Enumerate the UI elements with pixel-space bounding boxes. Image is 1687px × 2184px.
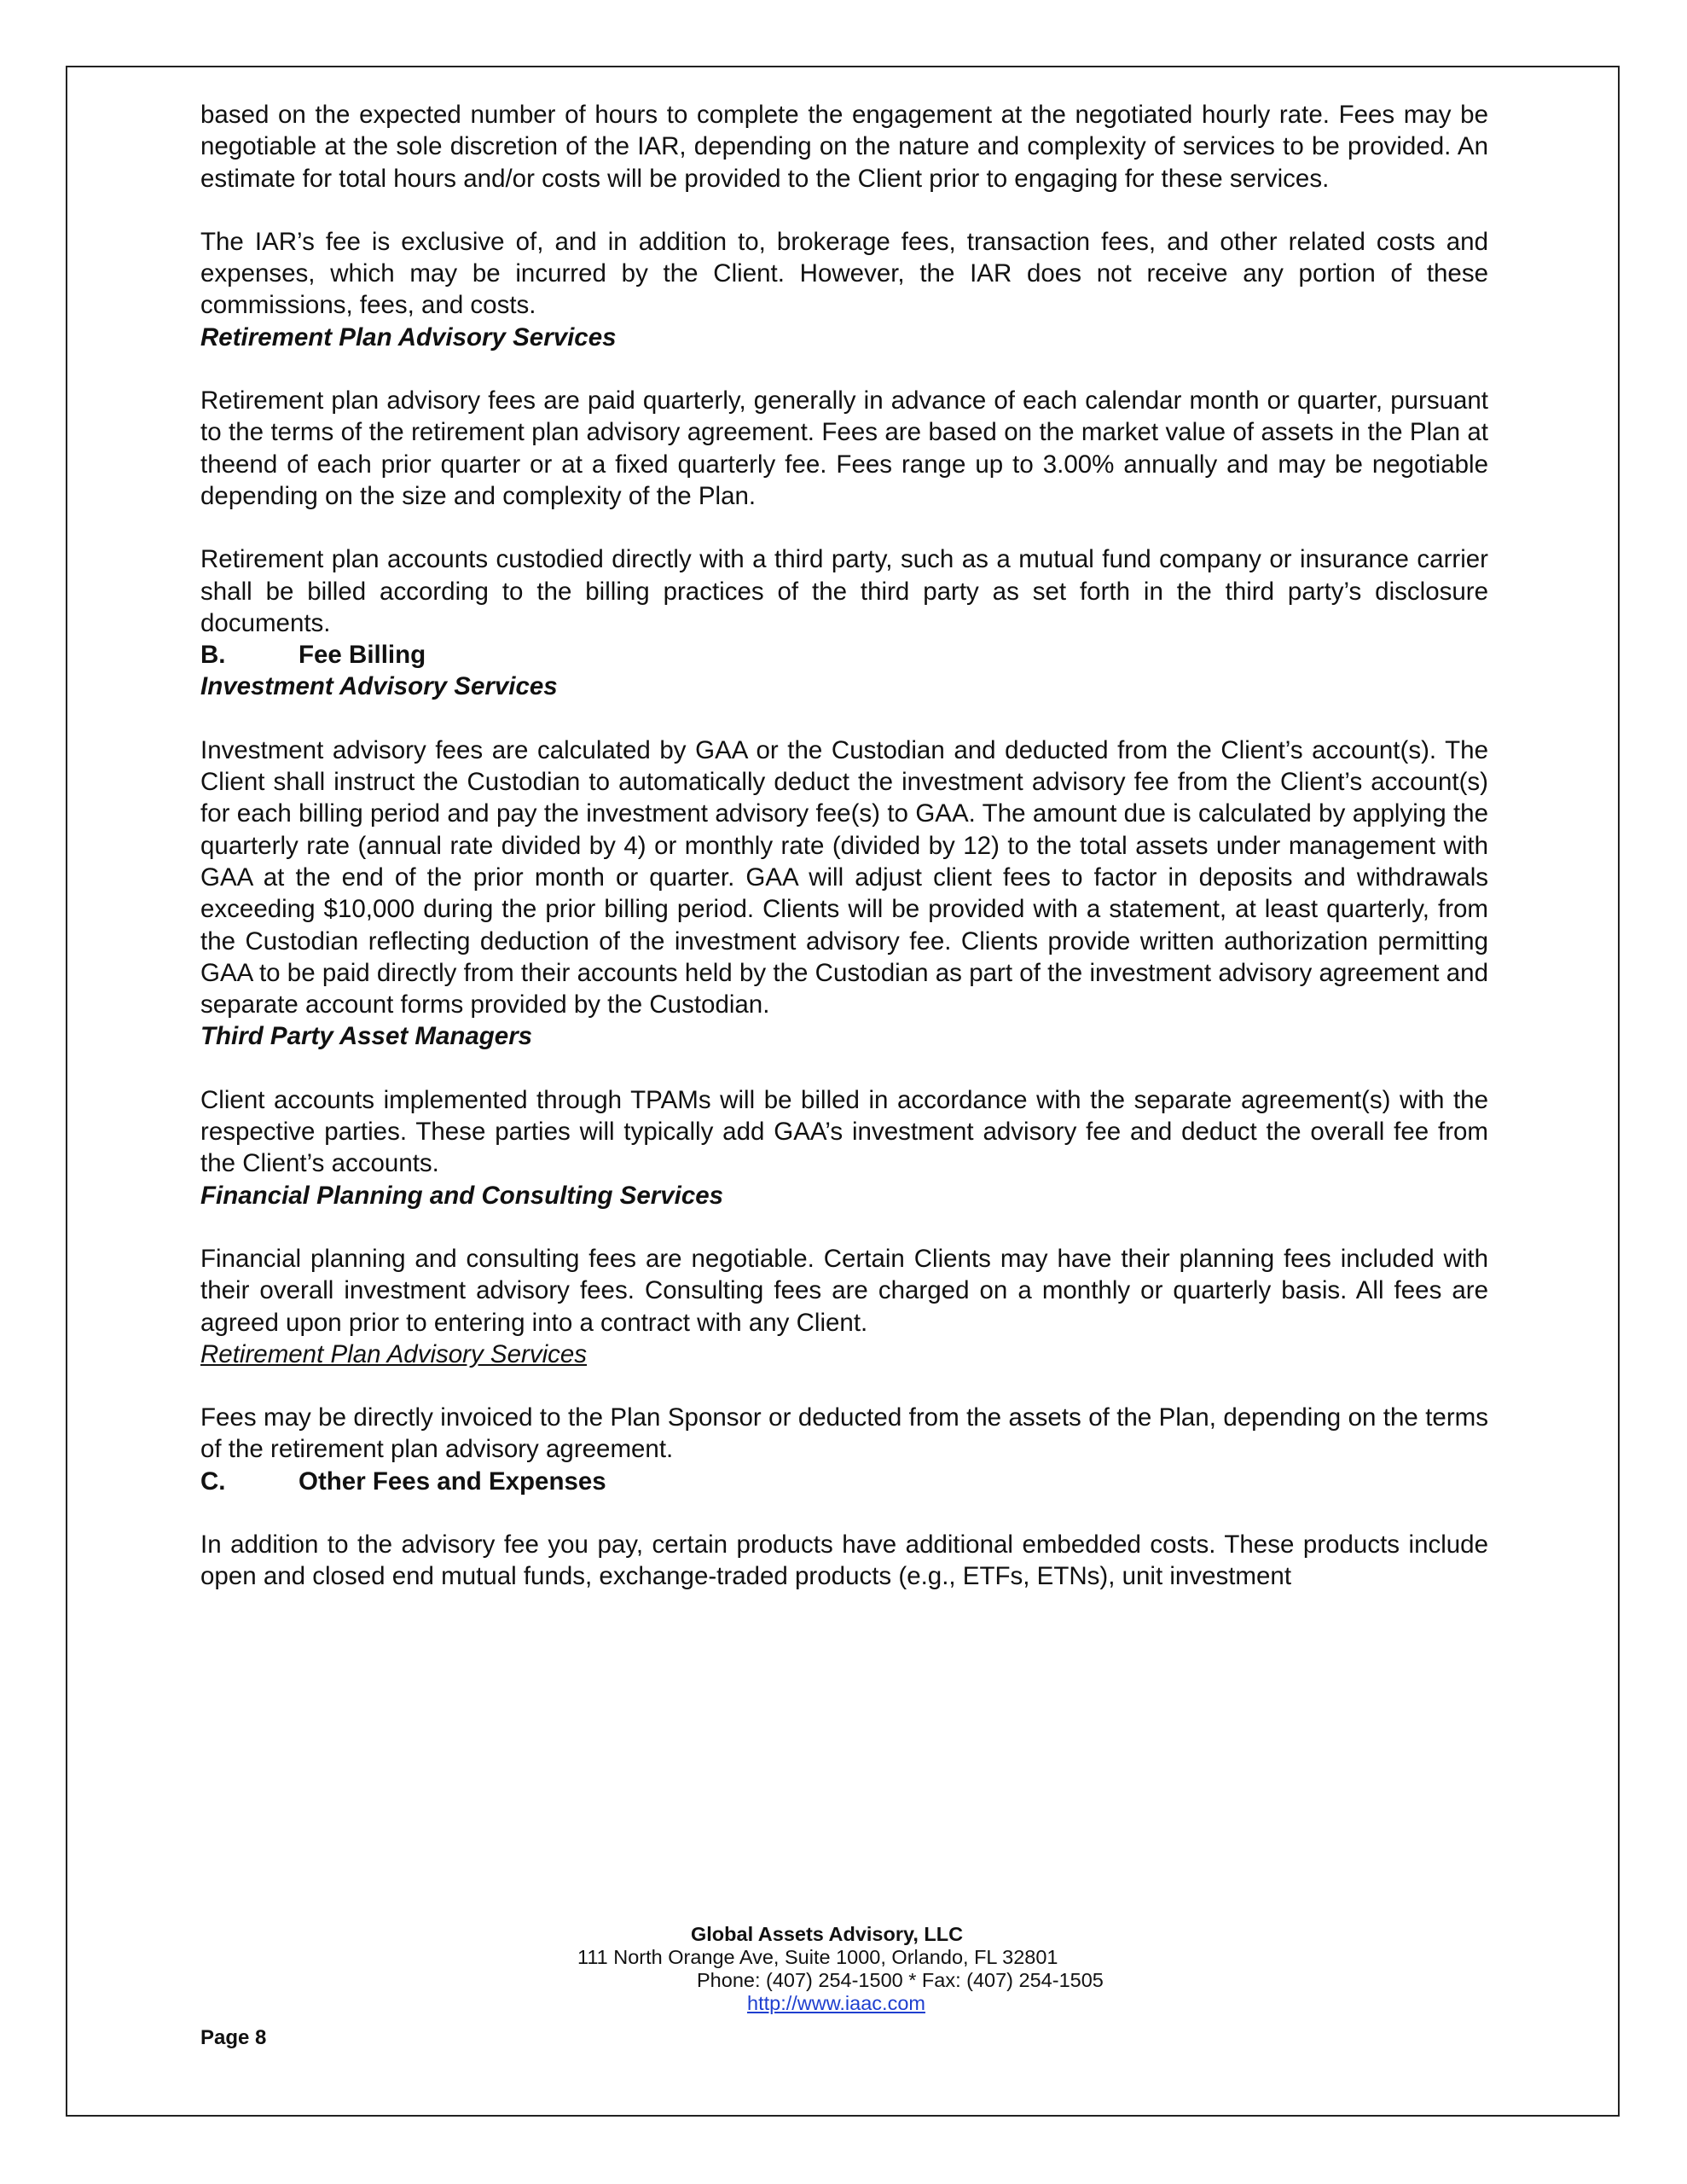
paragraph-tpam-billing: Client accounts implemented through TPAMs will be billed in accordance with the separate agreement(s) with the respective parties. These parties will typically add GAA’s investment advisory fee and deduct the overall fee from the Client’s accounts. [200, 1085, 1488, 1178]
section-heading-other-fees [200, 1466, 1488, 1497]
heading-retirement-plan-advisory-services: Retirement Plan Advisory Services [200, 322, 617, 351]
paragraph-financial-planning-fees: Financial planning and consulting fees are negotiable. Certain Clients may have their planning fees included with their overall investment advisory fees. Consulting fees are charged on a monthly or quarterly basis. All fees are agreed upon prior to entering into a contract with any Client. [200, 1244, 1488, 1337]
section-letter: B. [200, 641, 226, 670]
heading-third-party-asset-managers: Third Party Asset Managers [200, 1022, 533, 1051]
section-title: Fee Billing [299, 641, 426, 670]
paragraph-embedded-costs: In addition to the advisory fee you pay, certain products have additional embedded costs. These products include open and closed end mutual funds, exchange-traded products (e.g., ETFs, ETNs), unit investment [200, 1530, 1488, 1591]
section-heading-fee-billing [200, 639, 1488, 671]
paragraph-fee-estimate: based on the expected number of hours to complete the engagement at the negotiated hourly rate. Fees may be negotiable at the sole discretion of the IAR, depending on the nature and complexity of services to be provided. An estimate for total hours and/or costs will be provided to the Client prior to engaging for these services. [200, 101, 1488, 193]
paragraph-retirement-fees: Retirement plan advisory fees are paid quarterly, generally in advance of each calendar month or quarter, pursuant to the terms of the retirement plan advisory agreement. Fees are based on the market value of assets in the Plan at theend of each prior quarter or at a fixed quarterly fee. Fees range up to 3.00% annually and may be negotiable depending on the size and complexity of the Plan. [200, 386, 1488, 510]
paragraph-retirement-custodied: Retirement plan accounts custodied directly with a third party, such as a mutual fund company or insurance carrier shall be billed according to the billing practices of the third party as set forth in the third party’s disclosure documents. [200, 545, 1488, 637]
paragraph-plan-sponsor-invoice: Fees may be directly invoiced to the Plan Sponsor or deducted from the assets of the Plan, depending on the terms of the retirement plan advisory agreement. [200, 1403, 1488, 1464]
paragraph-iar-fee-exclusive: The IAR’s fee is exclusive of, and in addition to, brokerage fees, transaction fees, and other related costs and expenses, which may be incurred by the Client. However, the IAR does not receive any portion of these commissions, fees, and costs. [200, 227, 1488, 320]
footer-company-name: Global Assets Advisory, LLC [691, 1923, 964, 1945]
section-letter: C. [200, 1467, 226, 1496]
footer-address: 111 North Orange Ave, Suite 1000, Orlando, FL 32801 [577, 1946, 1058, 1968]
section-title: Other Fees and Expenses [299, 1467, 606, 1496]
paragraph-investment-fees: Investment advisory fees are calculated by GAA or the Custodian and deducted from the Client’s account(s). The Client shall instruct the Custodian to automatically deduct the investment advisory fee from the Client’s account(s) for each billing period and pay the investment advisory fee(s) to GAA. The amount due is calculated by applying the quarterly rate (annual rate divided by 4) or monthly rate (divided by 12) to the total assets under management with GAA at the end of the prior month or quarter. GAA will adjust client fees to factor in deposits and withdrawals exceeding $10,000 during the prior billing period. Clients will be provided with a statement, at least quarterly, from the Custodian reflecting deduction of the investment advisory fee. Clients provide written authorization permitting GAA to be paid directly from their accounts held by the Custodian as part of the investment advisory agreement and separate account forms provided by the Custodian. [200, 735, 1488, 1019]
page-number: Page 8 [200, 2026, 267, 2049]
heading-financial-planning: Financial Planning and Consulting Services [200, 1181, 724, 1210]
footer-phone-fax: Phone: (407) 254-1500 * Fax: (407) 254-1505 [697, 1969, 1104, 1991]
heading-retirement-plan-advisory-services-billing: Retirement Plan Advisory Services [200, 1339, 588, 1368]
document-body [200, 99, 1488, 1593]
footer-website-link[interactable]: http://www.iaac.com [747, 1992, 925, 2014]
heading-investment-advisory-services: Investment Advisory Services [200, 672, 558, 701]
